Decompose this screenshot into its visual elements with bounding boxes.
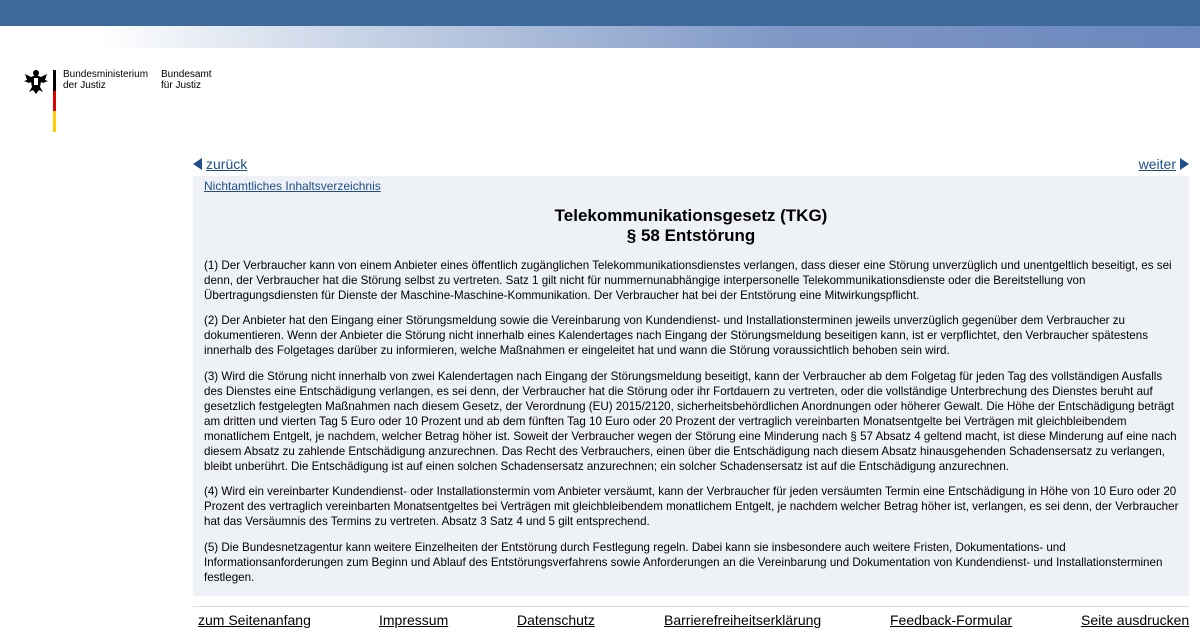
paragraph-2: (2) Der Anbieter hat den Eingang einer Störungsmeldung sowie die Vereinbarung von Kundendienst- und Installationsterminen jeweils unverzüglich gegenüber dem Verbraucher zu dokumentieren. Wenn der Anbieter die Störung nicht innerhalb eines Kalendertages nach Eingang der Störungsmeldung beseitigen kann, ist er verpflichtet, den Verbraucher spätestens innerhalb des Folgetages darüber zu informieren, welche Maßnahmen er eingeleitet hat und wann die Störung voraussichtlich behoben sein wird. [204, 314, 1148, 358]
footer-print-link[interactable]: Seite ausdrucken [1081, 612, 1190, 628]
office-name: Bundesamt für Justiz [161, 69, 212, 91]
flag-stripe [53, 70, 56, 132]
footer-accessibility-link[interactable]: Barrierefreiheitserklärung [664, 612, 822, 628]
flag-red [53, 91, 56, 112]
ministry-name: Bundesministerium der Justiz [63, 69, 149, 91]
paragraph-list [204, 258, 1179, 595]
flag-gold [53, 111, 56, 132]
paragraph-4: (4) Wird ein vereinbarter Kundendienst- oder Installationstermin vom Anbieter versäumt, kann der Verbraucher für jeden versäumten Termin eine Entschädigung in Höhe von 10 Euro oder 20 Prozent des vertraglich vereinbarten Monatsentgeltes bei Verträgen mit gleichbleibendem monatlichem Entgelt, je nachdem welcher Betrag höher ist, verlangen, es sei denn, der Verbraucher hat das Versäumnis des Termins zu vertreten. Absatz 3 Satz 4 und 5 gilt entsprechend. [204, 485, 1179, 529]
back-nav[interactable] [193, 156, 247, 172]
footer-privacy-link[interactable]: Datenschutz [517, 612, 595, 628]
footer-feedback-link[interactable]: Feedback-Formular [890, 612, 1013, 628]
paragraph-5: (5) Die Bundesnetzagentur kann weitere Einzelheiten der Entstörung durch Festlegung regeln. Dabei kann sie insbesondere auch weitere Fristen, Dokumentations- und Informationsanforderungen zum Beginn und Ablauf des Entstörungsverfahrens sowie Anforderungen an die Vereinbarung und Dokumentation von Kundendienst- und Installationsterminen festlegen. [204, 540, 1163, 584]
section-title: § 58 Entstörung [626, 226, 756, 245]
footer-imprint-link[interactable]: Impressum [379, 612, 449, 628]
flag-black [53, 70, 56, 91]
gradient-banner [0, 26, 1200, 48]
page-title [193, 206, 1189, 246]
toc-link[interactable]: Nichtamtliches Inhaltsverzeichnis [204, 179, 381, 193]
next-link[interactable]: weiter [1138, 156, 1176, 172]
ministry-logo[interactable] [22, 68, 242, 138]
arrow-right-icon [1180, 158, 1189, 170]
footer-top-link[interactable]: zum Seitenanfang [198, 612, 311, 628]
footer-nav [193, 606, 1189, 640]
paragraph-1: (1) Der Verbraucher kann von einem Anbieter eines öffentlich zugänglichen Telekommunikationsdienstes verlangen, dass dieser eine Störung unverzüglich und unentgeltlich beseitigt, es sei denn, der Verbraucher hat die Störung selbst zu vertreten. Satz 1 gilt nicht für nummernunabhängige interpersonelle Telekommunikationsdienste oder die Bereitstellung von Übertragungsdiensten für Dienste der Maschine-Maschine-Kommunikation. Der Verbraucher hat bei der Entstörung eine Mitwirkungspflicht. [204, 259, 1172, 303]
back-link[interactable]: zurück [206, 156, 248, 172]
arrow-left-icon [193, 158, 202, 170]
next-nav[interactable] [1139, 156, 1189, 172]
federal-eagle-icon [22, 68, 50, 96]
law-title: Telekommunikationsgesetz (TKG) [554, 206, 828, 225]
top-banner [0, 0, 1200, 26]
law-content [193, 176, 1189, 596]
paragraph-3: (3) Wird die Störung nicht innerhalb von zwei Kalendertagen nach Eingang der Störungsmeldung beseitigt, kann der Verbraucher ab dem Folgetag für jeden Tag des vollständigen Ausfalls des Dienstes eine Entschädigung verlangen, es sei denn, der Verbraucher hat die Störung oder ihr Fortdauern zu vertreten, oder die vollständige Unterbrechung des Dienstes beruht auf gesetzlich festgelegten Maßnahmen nach diesem Gesetz, der Verordnung (EU) 2015/2120, sicherheitsbehördlichen Anordnungen oder höherer Gewalt. Die Höhe der Entschädigung beträgt am dritten und vierten Tag 5 Euro oder 10 Prozent und ab dem fünften Tag 10 Euro oder 20 Prozent der vertraglich vereinbarten Monatsentgelte bei Verträgen mit gleichbleibendem monatlichem Entgelt, je nachdem, welcher Betrag höher ist. Soweit der Verbraucher wegen der Störung eine Minderung nach § 57 Absatz 4 geltend macht, ist diese Minderung auf eine nach diesem Absatz zu zahlende Entschädigung anzurechnen. Das Recht des Verbrauchers, einen über die Entschädigung nach diesem Absatz hinausgehenden Schadensersatz zu verlangen, bleibt unberührt. Die Entschädigung ist auf einen solchen Schadensersatz anzurechnen; ein solcher Schadensersatz ist auf die Entschädigung anzurechnen. [204, 369, 1177, 474]
